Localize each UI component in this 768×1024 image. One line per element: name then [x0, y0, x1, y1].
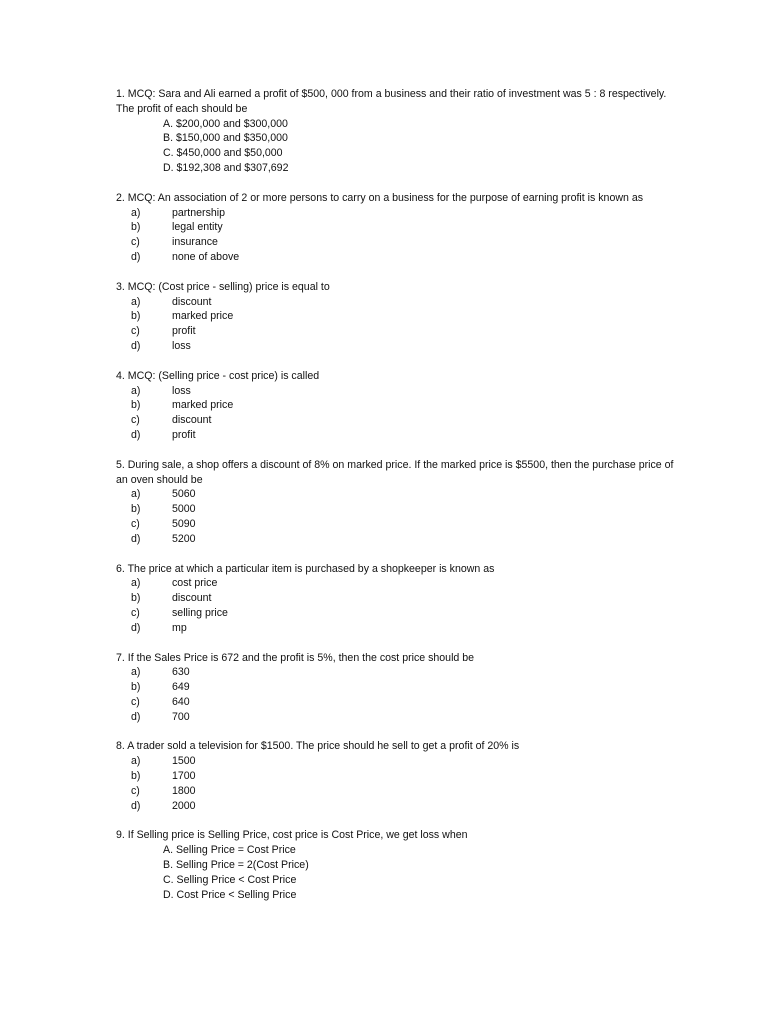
- option-label: a): [131, 577, 141, 590]
- question-text: 4. MCQ: (Selling price - cost price) is called: [116, 369, 320, 382]
- option-label: a): [131, 384, 141, 397]
- option-label: c): [131, 784, 140, 797]
- option-b: [116, 769, 676, 784]
- question-text: 9. If Selling price is Selling Price, cost price is Cost Price, we get loss when: [116, 829, 468, 842]
- option-c: [116, 324, 676, 339]
- question-1: [116, 87, 676, 176]
- option-label: b): [131, 503, 141, 516]
- option-label: d): [131, 621, 141, 634]
- question-text: 6. The price at which a particular item is purchased by a shopkeeper is known as: [116, 562, 495, 575]
- option-label: c): [131, 695, 140, 708]
- option-d: [116, 161, 676, 176]
- option-text: insurance: [172, 236, 218, 249]
- option-label: c): [131, 517, 140, 530]
- option-b: [116, 309, 676, 324]
- options: [116, 754, 676, 813]
- question-text: 7. If the Sales Price is 672 and the profit is 5%, then the cost price should be: [116, 651, 475, 664]
- option-label: b): [131, 681, 141, 694]
- option-label: a): [131, 206, 141, 219]
- option-text: 5090: [172, 517, 196, 530]
- option-text: A. $200,000 and $300,000: [163, 117, 288, 130]
- option-text: marked price: [172, 399, 234, 412]
- option-text: B. Selling Price = 2(Cost Price): [163, 859, 309, 872]
- option-text: discount: [172, 295, 212, 308]
- question-text: 8. A trader sold a television for $1500. The price should he sell to get a profit of 20% is: [116, 740, 520, 753]
- option-text: 649: [172, 681, 190, 694]
- option-label: d): [131, 339, 141, 352]
- option-c: [116, 235, 676, 250]
- options: [116, 206, 676, 265]
- options: [116, 665, 676, 724]
- option-text: 1800: [172, 784, 196, 797]
- question-text: 2. MCQ: An association of 2 or more persons to carry on a business for the purpose of earning profit is known as: [116, 191, 644, 204]
- option-label: b): [131, 399, 141, 412]
- option-a: [116, 665, 676, 680]
- option-a: [116, 754, 676, 769]
- option-text: A. Selling Price = Cost Price: [163, 844, 296, 857]
- option-a: [116, 843, 676, 858]
- option-label: c): [131, 325, 140, 338]
- option-text: discount: [172, 414, 212, 427]
- option-text: 640: [172, 695, 190, 708]
- options: [116, 384, 676, 443]
- option-b: [116, 502, 676, 517]
- option-label: b): [131, 592, 141, 605]
- option-label: d): [131, 532, 141, 545]
- option-c: [116, 517, 676, 532]
- option-text: cost price: [172, 577, 218, 590]
- option-c: [116, 873, 676, 888]
- option-text: discount: [172, 592, 212, 605]
- option-a: [116, 384, 676, 399]
- option-text: 700: [172, 710, 190, 723]
- question-8: [116, 739, 676, 813]
- option-c: [116, 146, 676, 161]
- option-d: [116, 621, 676, 636]
- question-6: [116, 562, 676, 636]
- option-label: c): [131, 606, 140, 619]
- option-c: [116, 784, 676, 799]
- option-text: loss: [172, 339, 191, 352]
- question-5: [116, 458, 676, 547]
- option-label: c): [131, 236, 140, 249]
- option-b: [116, 220, 676, 235]
- option-text: legal entity: [172, 221, 223, 234]
- option-text: profit: [172, 428, 196, 441]
- option-a: [116, 487, 676, 502]
- question-3: [116, 280, 676, 354]
- option-d: [116, 799, 676, 814]
- option-label: b): [131, 770, 141, 783]
- option-a: [116, 576, 676, 591]
- option-text: C. $450,000 and $50,000: [163, 147, 283, 160]
- option-label: b): [131, 310, 141, 323]
- option-label: a): [131, 295, 141, 308]
- option-d: [116, 339, 676, 354]
- option-text: mp: [172, 621, 187, 634]
- mcq-list: [116, 87, 676, 917]
- option-text: 5200: [172, 532, 196, 545]
- option-text: C. Selling Price < Cost Price: [163, 873, 297, 886]
- option-text: D. Cost Price < Selling Price: [163, 888, 297, 901]
- option-text: 1700: [172, 770, 196, 783]
- options: [116, 295, 676, 354]
- option-text: profit: [172, 325, 196, 338]
- question-text: 1. MCQ: Sara and Ali earned a profit of $500, 000 from a business and their ratio of investment was 5 : 8 respectively. The profit of each should be: [116, 88, 667, 115]
- option-b: [116, 680, 676, 695]
- question-7: [116, 651, 676, 725]
- question-text: 3. MCQ: (Cost price - selling) price is equal to: [116, 280, 330, 293]
- option-label: d): [131, 710, 141, 723]
- option-label: c): [131, 414, 140, 427]
- option-b: [116, 398, 676, 413]
- options: [116, 843, 676, 902]
- option-text: none of above: [172, 250, 240, 263]
- option-b: [116, 131, 676, 146]
- option-text: 2000: [172, 799, 196, 812]
- option-text: D. $192,308 and $307,692: [163, 161, 289, 174]
- option-a: [116, 206, 676, 221]
- option-text: 5060: [172, 488, 196, 501]
- option-text: selling price: [172, 606, 228, 619]
- option-label: a): [131, 755, 141, 768]
- option-d: [116, 710, 676, 725]
- option-d: [116, 532, 676, 547]
- option-text: 1500: [172, 755, 196, 768]
- option-c: [116, 606, 676, 621]
- option-a: [116, 295, 676, 310]
- option-label: d): [131, 250, 141, 263]
- option-text: loss: [172, 384, 191, 397]
- options: [116, 487, 676, 546]
- option-text: partnership: [172, 206, 225, 219]
- option-c: [116, 695, 676, 710]
- options: [116, 117, 676, 176]
- option-d: [116, 888, 676, 903]
- option-text: B. $150,000 and $350,000: [163, 132, 288, 145]
- option-label: a): [131, 488, 141, 501]
- option-text: 5000: [172, 503, 196, 516]
- question-text: 5. During sale, a shop offers a discount of 8% on marked price. If the marked price is $5500, then the purchase price of an oven should be: [116, 458, 674, 486]
- options: [116, 576, 676, 635]
- question-2: [116, 191, 676, 265]
- option-c: [116, 413, 676, 428]
- option-label: a): [131, 666, 141, 679]
- option-b: [116, 858, 676, 873]
- option-d: [116, 250, 676, 265]
- question-9: [116, 828, 676, 902]
- option-text: marked price: [172, 310, 234, 323]
- option-label: d): [131, 428, 141, 441]
- option-label: b): [131, 221, 141, 234]
- option-d: [116, 428, 676, 443]
- option-label: d): [131, 799, 141, 812]
- option-a: [116, 117, 676, 132]
- option-b: [116, 591, 676, 606]
- option-text: 630: [172, 666, 190, 679]
- question-4: [116, 369, 676, 443]
